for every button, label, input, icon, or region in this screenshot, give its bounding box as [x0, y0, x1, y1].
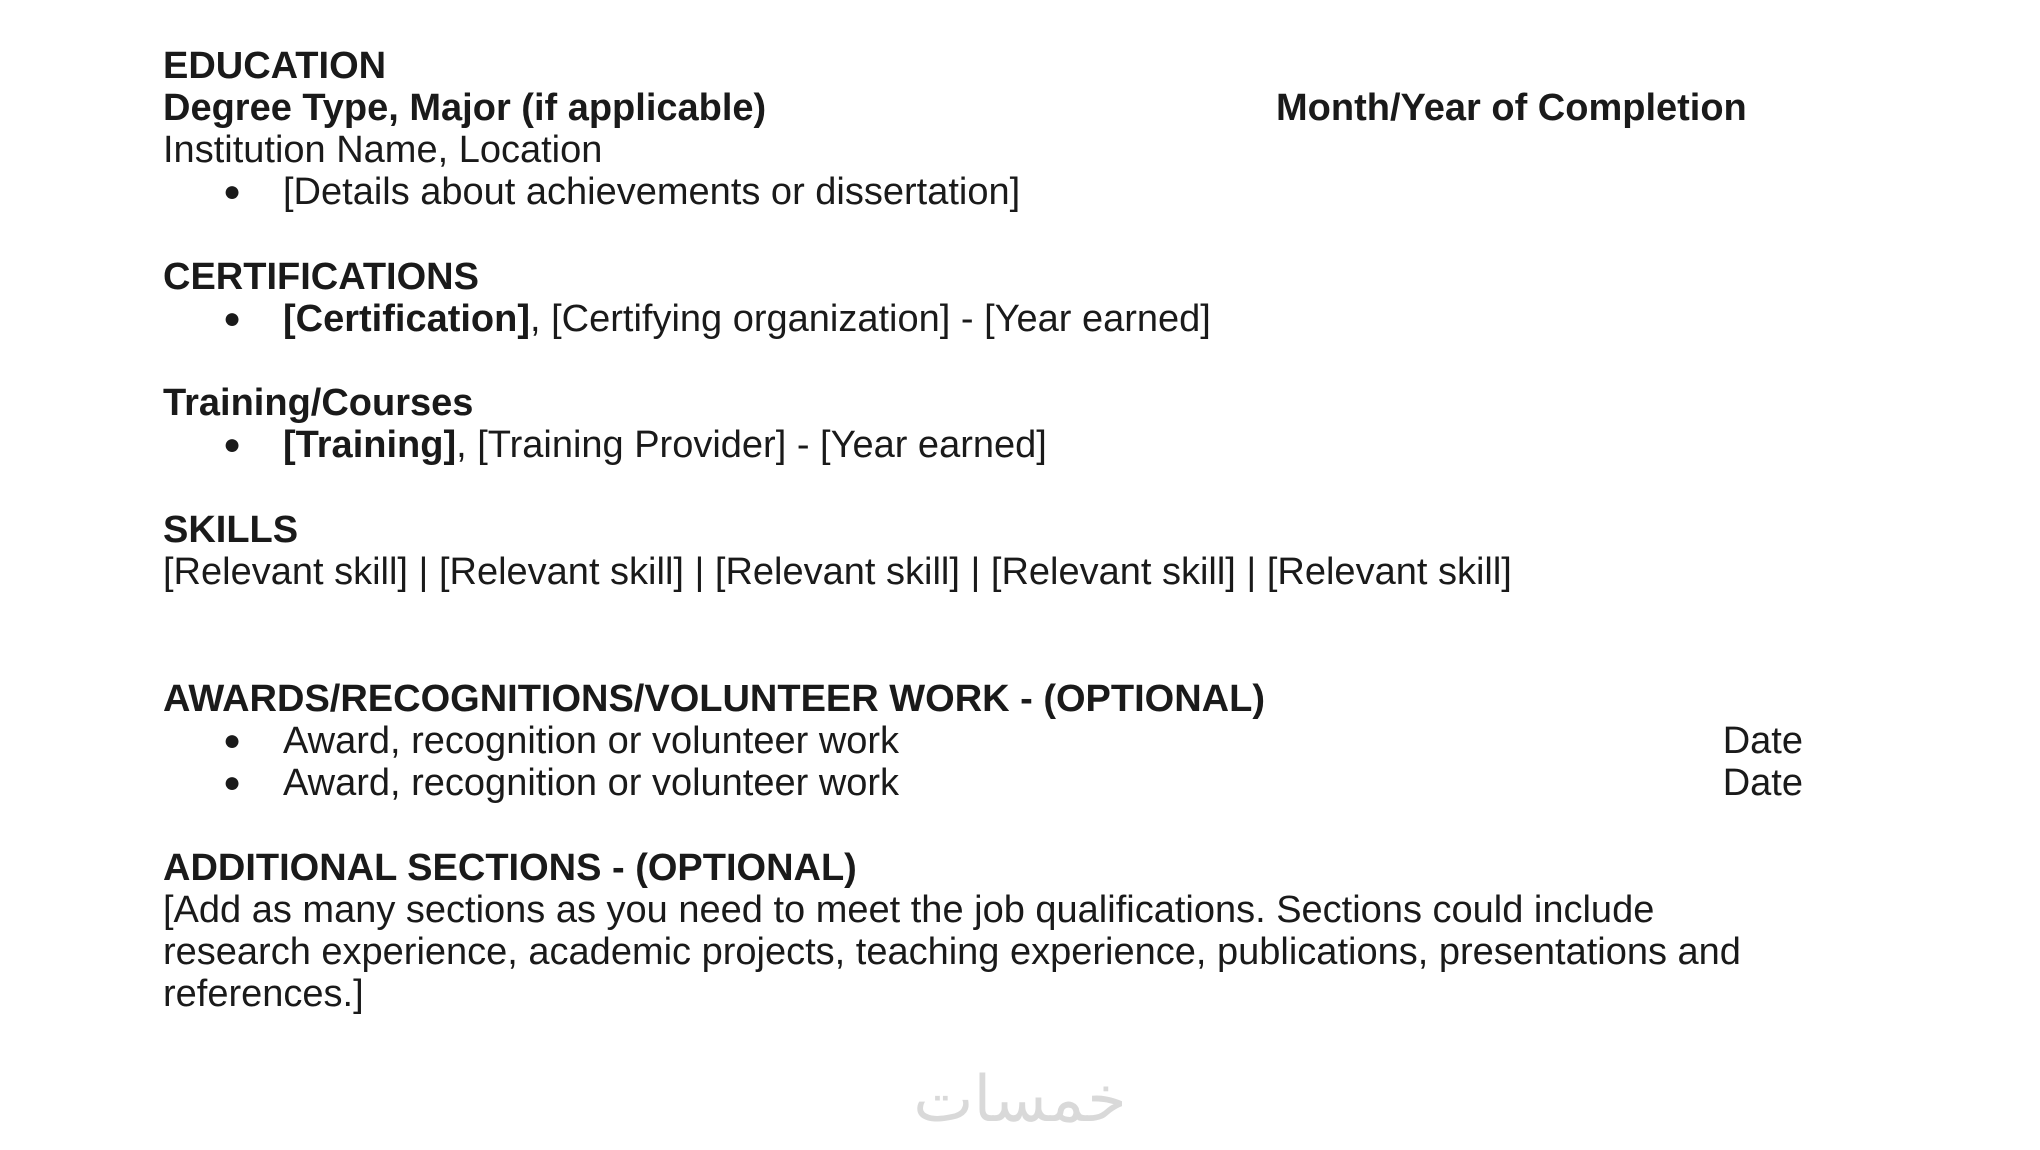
bullet-icon: ● — [223, 175, 242, 208]
certification-item — [163, 298, 1803, 340]
watermark-logo — [895, 1065, 1145, 1135]
award-text: Award, recognition or volunteer work — [283, 762, 900, 804]
training-item — [163, 424, 1803, 466]
watermark-text: خمسات — [913, 1065, 1127, 1135]
additional-heading: ADDITIONAL SECTIONS - (OPTIONAL) — [163, 847, 857, 889]
training-text — [283, 424, 1047, 466]
training-name: [Training] — [283, 424, 457, 466]
education-heading: EDUCATION — [163, 45, 387, 87]
bullet-icon: ● — [223, 302, 242, 335]
certification-text — [283, 298, 1211, 340]
award-item — [163, 720, 1803, 762]
education-bullet — [163, 171, 1803, 213]
award-date: Date — [1722, 762, 1803, 804]
completion-date: Month/Year of Completion — [1276, 87, 1747, 129]
awards-heading: AWARDS/RECOGNITIONS/VOLUNTEER WORK - (OPTIONAL) — [163, 678, 1265, 720]
degree-type: Degree Type, Major (if applicable) — [163, 87, 767, 129]
bullet-icon: ● — [223, 428, 242, 461]
award-date: Date — [1722, 720, 1803, 762]
institution-name: Institution Name, Location — [163, 129, 603, 171]
certification-details: , [Certifying organization] - [Year earned] — [530, 298, 1211, 340]
training-heading: Training/Courses — [163, 382, 474, 424]
additional-text: [Add as many sections as you need to meet the job qualifications. Sections could include research experience, academic projects, teaching experience, publications, presentations and references.] — [163, 889, 1741, 1015]
education-detail: [Details about achievements or dissertation] — [283, 171, 1021, 213]
bullet-icon: ● — [223, 766, 242, 799]
skills-list: [Relevant skill] | [Relevant skill] | [Relevant skill] | [Relevant skill] | [Relevant skill] — [163, 551, 1512, 593]
award-item — [163, 762, 1803, 804]
certifications-heading: CERTIFICATIONS — [163, 256, 479, 298]
bullet-icon: ● — [223, 724, 242, 757]
training-details: , [Training Provider] - [Year earned] — [456, 424, 1047, 466]
certification-name: [Certification] — [283, 298, 530, 340]
award-text: Award, recognition or volunteer work — [283, 720, 900, 762]
skills-heading: SKILLS — [163, 509, 299, 551]
